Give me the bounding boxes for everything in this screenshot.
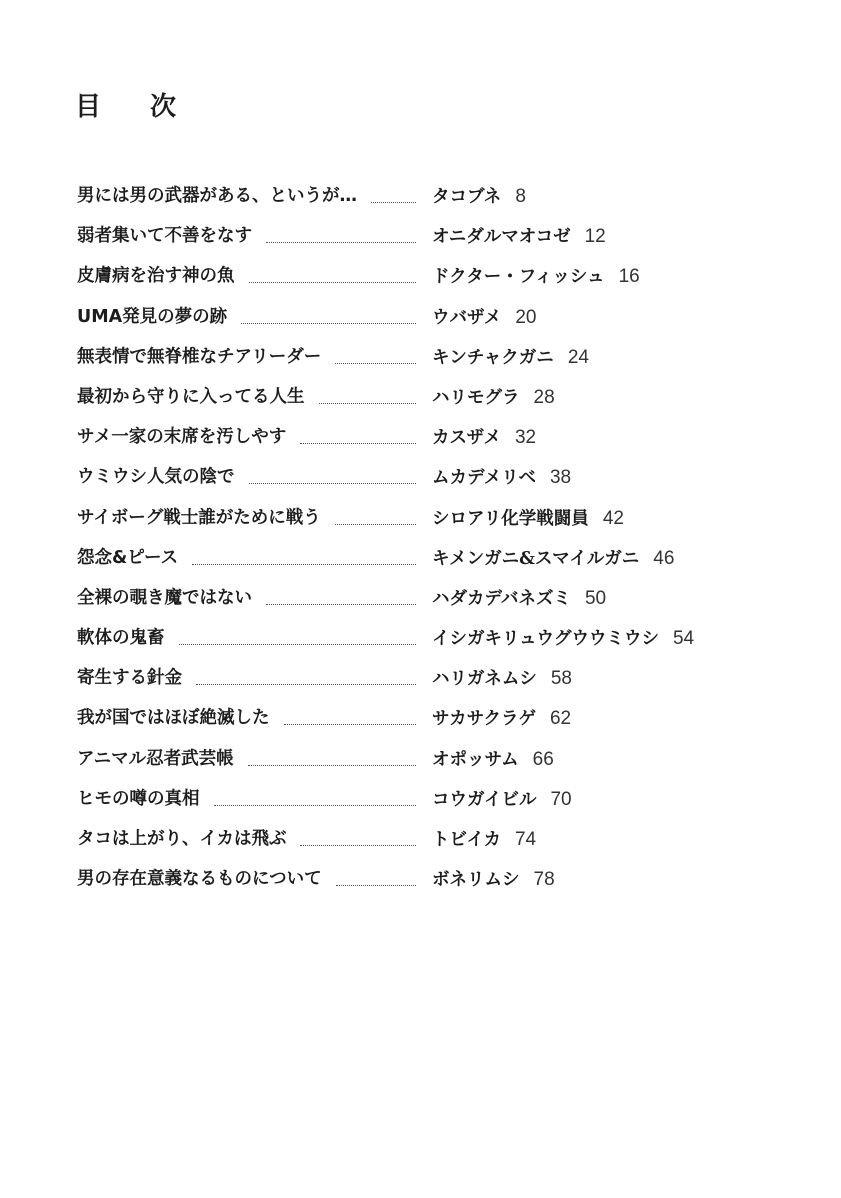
toc-subject-name: ハダカデバネズミ bbox=[432, 588, 571, 609]
toc-subject bbox=[432, 749, 554, 771]
dot-leader bbox=[300, 845, 416, 846]
toc-subject bbox=[432, 226, 606, 248]
dot-leader bbox=[249, 282, 416, 283]
dot-leader bbox=[248, 765, 416, 766]
toc-page-number: 62 bbox=[549, 708, 572, 730]
toc-subject bbox=[432, 467, 571, 489]
toc-subject bbox=[432, 347, 589, 369]
toc-heading: サメ一家の末席を汚しやす bbox=[77, 427, 287, 448]
toc-entry bbox=[0, 342, 841, 382]
toc-heading: 皮膚病を治す神の魚 bbox=[77, 266, 235, 287]
toc-entry bbox=[0, 583, 841, 623]
toc-entry bbox=[0, 703, 841, 743]
toc-heading: タコは上がり、イカは飛ぶ bbox=[77, 829, 287, 849]
toc-heading: 怨念&ピース bbox=[77, 547, 179, 568]
toc-page-number: 54 bbox=[672, 628, 695, 650]
toc-page-number: 46 bbox=[653, 547, 675, 569]
toc-entry bbox=[0, 543, 841, 583]
dot-leader bbox=[241, 323, 416, 324]
toc-subject bbox=[432, 548, 674, 570]
dot-leader bbox=[335, 524, 416, 525]
toc-subject-name: ムカデメリベ bbox=[432, 468, 536, 489]
dot-leader bbox=[196, 684, 416, 685]
toc-entry bbox=[0, 663, 841, 703]
toc-subject-name: サカサクラゲ bbox=[432, 709, 536, 730]
dot-leader bbox=[192, 564, 416, 565]
toc-heading: サイボーグ戦士誰がために戦う bbox=[77, 507, 321, 528]
toc-heading: アニマル忍者武芸帳 bbox=[77, 748, 234, 769]
toc-subject-name: キンチャクガニ bbox=[432, 347, 554, 368]
dot-leader bbox=[284, 724, 416, 725]
toc-page-number: 32 bbox=[514, 427, 537, 449]
toc-page-number: 12 bbox=[584, 226, 606, 248]
toc-subject-name: オニダルマオコゼ bbox=[432, 227, 571, 248]
dot-leader bbox=[214, 805, 416, 806]
toc-subject-name: ドクター・フィッシュ bbox=[432, 267, 605, 288]
toc-page-number: 8 bbox=[515, 186, 526, 207]
dot-leader bbox=[266, 242, 416, 243]
toc-subject bbox=[432, 266, 640, 288]
toc-entry bbox=[0, 221, 841, 261]
toc-entry bbox=[0, 623, 841, 663]
toc-subject-name: キメンガニ&スマイルガニ bbox=[432, 548, 640, 569]
toc-page-number: 38 bbox=[549, 467, 572, 489]
toc-subject bbox=[432, 588, 606, 610]
toc-subject bbox=[432, 829, 536, 851]
toc-page-number: 16 bbox=[618, 266, 640, 288]
page-title: 目 次 bbox=[75, 92, 197, 122]
toc-entry bbox=[0, 302, 841, 342]
toc-heading: 無表情で無脊椎なチアリーダー bbox=[77, 346, 322, 367]
toc-subject-name: トビイカ bbox=[432, 830, 501, 850]
toc-entry bbox=[0, 864, 841, 904]
toc-subject bbox=[432, 708, 571, 730]
toc-subject bbox=[432, 628, 694, 650]
toc-subject bbox=[432, 508, 624, 530]
toc-subject-name: カスザメ bbox=[432, 428, 501, 449]
toc-page-number: 28 bbox=[533, 386, 555, 408]
toc-heading: 寄生する針金 bbox=[77, 668, 182, 689]
toc-page-number: 20 bbox=[515, 306, 537, 328]
toc-entry bbox=[0, 784, 841, 824]
dot-leader bbox=[319, 403, 416, 404]
toc-entry bbox=[0, 503, 841, 543]
toc-subject bbox=[432, 186, 526, 208]
dot-leader bbox=[336, 885, 416, 886]
toc-entry bbox=[0, 261, 841, 301]
toc-heading: 全裸の覗き魔ではない bbox=[77, 587, 252, 608]
toc-page-number: 70 bbox=[550, 788, 572, 810]
toc-entry bbox=[0, 462, 841, 502]
table-of-contents bbox=[0, 181, 841, 904]
toc-subject bbox=[432, 668, 572, 690]
toc-entry bbox=[0, 422, 841, 462]
toc-page-number: 58 bbox=[550, 668, 572, 690]
toc-subject-name: オポッサム bbox=[432, 749, 519, 770]
toc-subject bbox=[432, 869, 555, 891]
toc-subject bbox=[432, 387, 555, 409]
toc-subject-name: イシガキリュウグウウミウシ bbox=[432, 629, 659, 650]
toc-subject-name: ハリガネムシ bbox=[432, 669, 537, 690]
toc-subject-name: シロアリ化学戦闘員 bbox=[432, 508, 589, 529]
dot-leader bbox=[335, 363, 416, 364]
toc-entry bbox=[0, 181, 841, 221]
toc-entry bbox=[0, 382, 841, 422]
toc-heading: 男の存在意義なるものについて bbox=[77, 869, 322, 890]
toc-page-number: 74 bbox=[514, 829, 537, 850]
toc-heading: 軟体の鬼畜 bbox=[77, 628, 165, 649]
toc-heading: 最初から守りに入ってる人生 bbox=[77, 386, 305, 407]
dot-leader bbox=[266, 604, 416, 605]
toc-page-number: 42 bbox=[602, 507, 624, 529]
toc-page-number: 24 bbox=[567, 346, 589, 368]
toc-subject bbox=[432, 789, 572, 811]
toc-subject-name: ハリモグラ bbox=[432, 387, 520, 408]
toc-subject-name: タコブネ bbox=[432, 187, 502, 207]
toc-subject bbox=[432, 427, 536, 449]
toc-heading: ヒモの噂の真相 bbox=[77, 788, 200, 809]
toc-heading: 弱者集いて不善をなす bbox=[77, 226, 252, 247]
toc-heading: 男には男の武器がある、というが… bbox=[77, 186, 357, 206]
toc-subject bbox=[432, 307, 536, 329]
dot-leader bbox=[300, 443, 416, 444]
dot-leader bbox=[249, 483, 416, 484]
toc-heading: ウミウシ人気の陰で bbox=[77, 467, 235, 488]
toc-subject-name: ウバザメ bbox=[432, 307, 502, 328]
toc-subject-name: ボネリムシ bbox=[432, 870, 520, 891]
toc-heading: 我が国ではほぼ絶滅した bbox=[77, 708, 270, 729]
toc-heading: UMA発見の夢の跡 bbox=[77, 306, 228, 327]
toc-page-number: 66 bbox=[532, 748, 554, 770]
toc-subject-name: コウガイビル bbox=[432, 789, 537, 810]
toc-entry bbox=[0, 744, 841, 784]
toc-entry bbox=[0, 824, 841, 864]
toc-page-number: 78 bbox=[533, 869, 555, 891]
dot-leader bbox=[179, 644, 416, 645]
dot-leader bbox=[371, 202, 416, 203]
toc-page-number: 50 bbox=[584, 587, 607, 609]
